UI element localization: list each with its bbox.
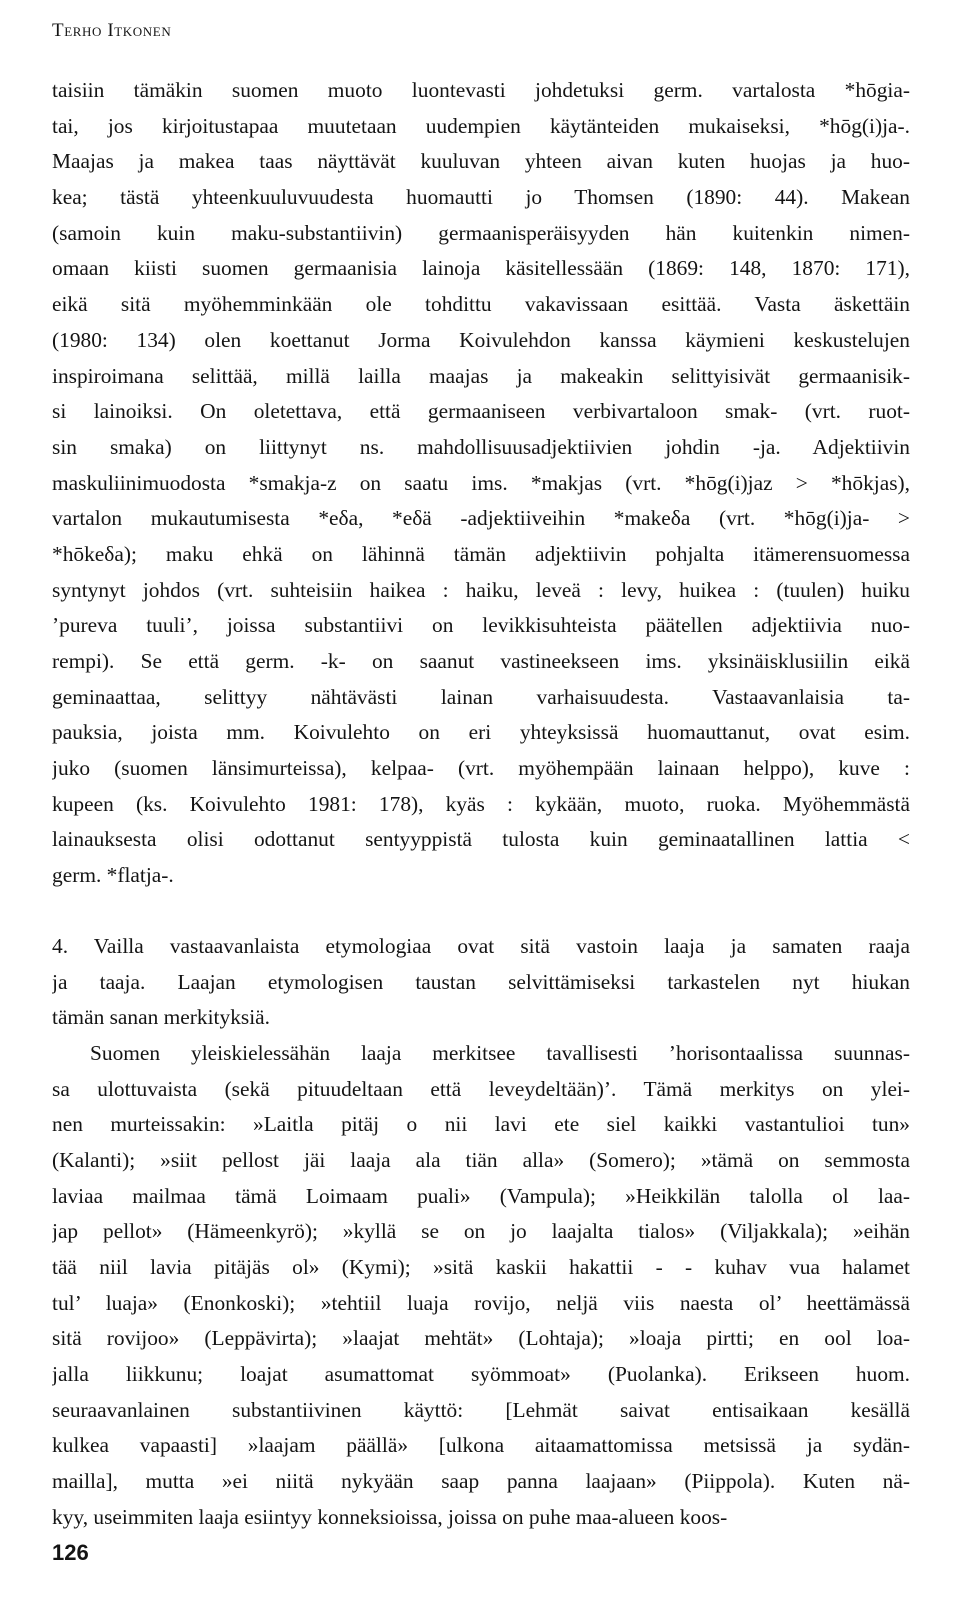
text-line: 4. Vailla vastaavanlaista etymologiaa ovat sitä vastoin laaja ja samaten raaja: [52, 933, 910, 958]
text-line: eikä sitä myöhemminkään ole tohdittu vakavissaan esittää. Vasta äskettäin: [52, 292, 910, 317]
running-head: Terho Itkonen: [52, 20, 172, 41]
text-line: jalla liikkunu; loajat asumattomat syömmoat» (Puolanka). Erikseen huom.: [52, 1362, 910, 1387]
text-line: tai, jos kirjoitustapaa muutetaan uudempien käytänteiden mukaiseksi, *hōg(i)ja-.: [52, 113, 910, 138]
body-text: [52, 73, 910, 1536]
paragraph-laaja-meanings: [52, 1036, 910, 1536]
text-line: maskuliinimuodosta *smakja-z on saatu ims. *makjas (vrt. *hōg(i)jaz > *hōkjas),: [52, 470, 910, 495]
text-line: jap pellot» (Hämeenkyrö); »kyllä se on jo laajalta tialos» (Viljakkala); »eihän: [52, 1219, 910, 1244]
text-line: (1980: 134) olen koettanut Jorma Koivulehdon kanssa käymieni keskustelujen: [52, 327, 910, 352]
text-line: Suomen yleiskielessähän laaja merkitsee tavallisesti ’horisontaalissa suunnas-: [90, 1040, 910, 1065]
text-line: (Kalanti); »siit pellost jäi laaja ala tiän alla» (Somero); »tämä on semmosta: [52, 1147, 910, 1172]
text-line: *hōkeδa); maku ehkä on lähinnä tämän adjektiivin pohjalta itämerensuomessa: [52, 541, 910, 566]
text-line: nen murteissakin: »Laitla pitäj o nii lavi ete siel kaikki vastantulioi tun»: [52, 1112, 910, 1137]
text-line: seuraavanlainen substantiivinen käyttö: [Lehmät saivat entisaikaan kesällä: [52, 1397, 910, 1422]
text-line: rempi). Se että germ. -k- on saanut vastineekseen ims. yksinäisklusiilin eikä: [52, 649, 910, 673]
text-line: taisiin tämäkin suomen muoto luontevasti johdetuksi germ. vartalosta *hōgia-: [52, 78, 910, 102]
text-line: tämän sanan merkityksiä.: [52, 1005, 271, 1030]
text-line: omaan kiisti suomen germaanisia lainoja käsitellessään (1869: 148, 1870: 171),: [52, 256, 910, 281]
paragraph-etymology-makea: [52, 73, 910, 894]
text-line: geminaattaa, selittyy nähtävästi lainan varhaisuudesta. Vastaavanlaisia ta-: [52, 684, 910, 709]
text-line: si lainoiksi. On oletettava, että germaaniseen verbivartaloon smak- (vrt. ruot-: [52, 399, 910, 424]
text-line: germ. *flatja-.: [52, 863, 174, 888]
section-gap: [52, 894, 910, 929]
text-line: juko (suomen länsimurteissa), kelpaa- (vrt. myöhempään lainaan helppo), kuve :: [52, 756, 910, 781]
text-line: sitä rovijoo» (Leppävirta); »laajat mehtät» (Lohtaja); »loaja pirtti; en ool loa-: [52, 1326, 910, 1351]
text-line: kyy, useimmiten laaja esiintyy konneksioissa, joissa on puhe maa-alueen koos-: [52, 1504, 728, 1529]
text-line: mailla], mutta »ei niitä nykyään saap panna laajaan» (Piippola). Kuten nä-: [52, 1469, 910, 1494]
text-line: kea; tästä yhteenkuuluvuudesta huomautti jo Thomsen (1890: 44). Makean: [52, 185, 910, 210]
text-line: ’pureva tuuli’, joissa substantiivi on levikkisuhteista päätellen adjektiivia nuo-: [52, 613, 910, 638]
text-line: ja taaja. Laajan etymologisen taustan selvittämiseksi tarkastelen nyt hiukan: [52, 969, 910, 994]
text-line: (samoin kuin maku-substantiivin) germaanisperäisyyden hän kuitenkin nimen-: [52, 220, 910, 245]
text-line: syntynyt johdos (vrt. suhteisiin haikea : haiku, leveä : levy, huikea : (tuulen) huiku: [52, 577, 910, 602]
text-line: inspiroimana selittää, millä lailla maajas ja makeakin selittyisivät germaanisik-: [52, 363, 910, 388]
text-line: Maajas ja makea taas näyttävät kuuluvan yhteen aivan kuten huojas ja huo-: [52, 149, 910, 174]
text-line: sa ulottuvaista (sekä pituudeltaan että leveydeltään)’. Tämä merkitys on ylei-: [52, 1076, 910, 1101]
text-line: vartalon mukautumisesta *eδa, *eδä -adjektiiveihin *makeδa (vrt. *hōg(i)ja- >: [52, 506, 910, 531]
text-line: lainauksesta olisi odottanut sentyyppistä tulosta kuin geminaatallinen lattia <: [52, 827, 910, 852]
text-line: pauksia, joista mm. Koivulehto on eri yhteyksissä huomauttanut, ovat esim.: [52, 720, 910, 745]
text-line: sin smaka) on liittynyt ns. mahdollisuusadjektiivien johdin -ja. Adjektiivin: [52, 434, 910, 459]
text-line: tää niil lavia pitäjäs ol» (Kymi); »sitä kaskii hakattii - - kuhav vua halamet: [52, 1255, 910, 1279]
text-line: kulkea vapaasti] »laajam päällä» [ulkona aitaamattomissa metsissä ja sydän-: [52, 1433, 910, 1458]
page-number: 126: [52, 1540, 89, 1565]
text-line: kupeen (ks. Koivulehto 1981: 178), kyäs : kykään, muoto, ruoka. Myöhemmästä: [52, 791, 910, 816]
text-line: laviaa mailmaa tämä Loimaam puali» (Vampula); »Heikkilän talolla ol laa-: [52, 1183, 910, 1208]
text-line: tul’ luaja» (Enonkoski); »tehtiil luaja rovijo, neljä viis naesta ol’ heettämässä: [52, 1290, 910, 1315]
paragraph-section-4-intro: [52, 929, 910, 1036]
